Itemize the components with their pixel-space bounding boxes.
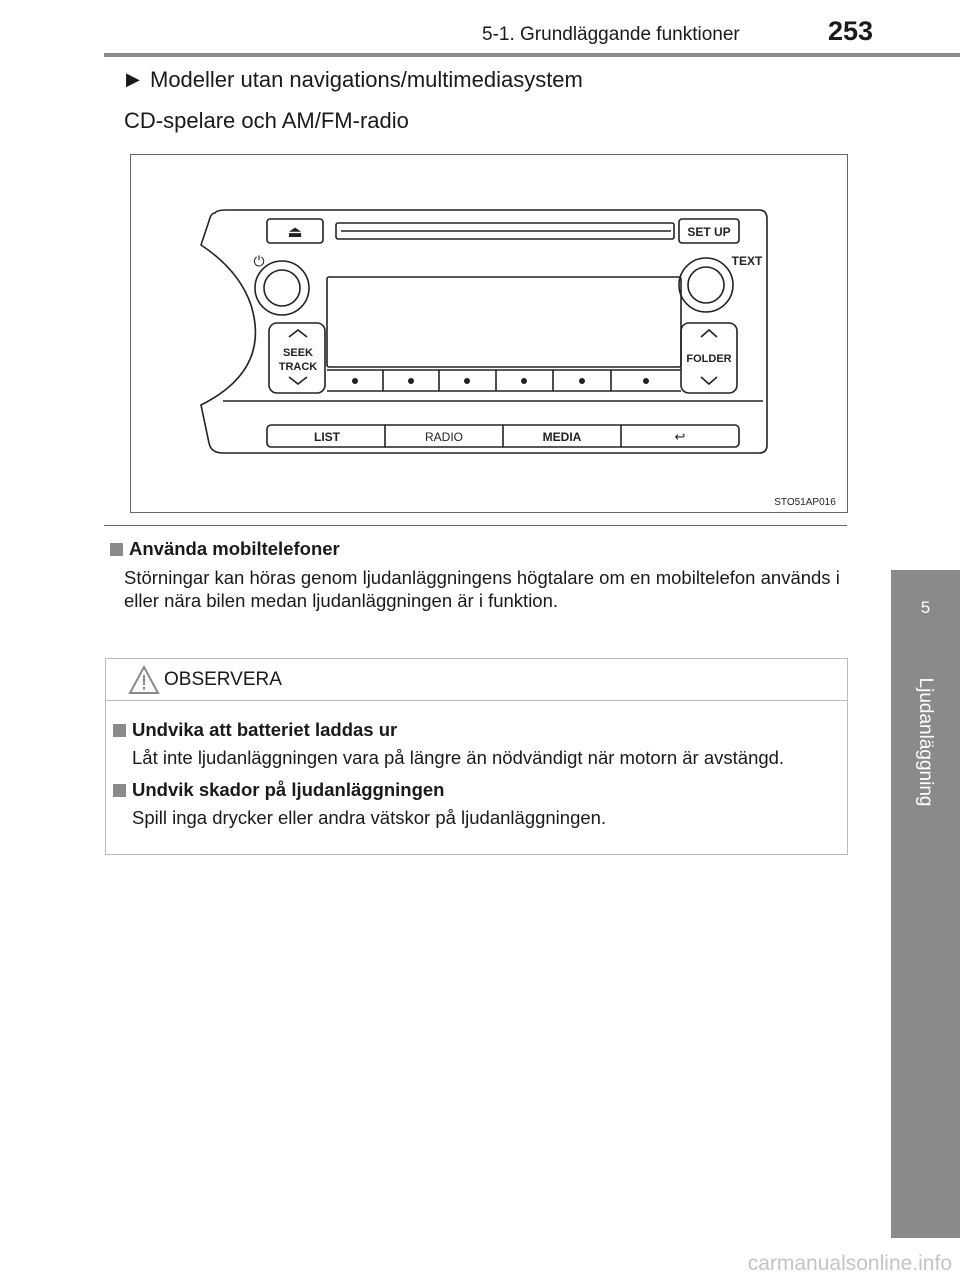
model-heading: Modeller utan navigations/multimediasystem: [150, 67, 583, 92]
bullet-square-icon: [113, 784, 126, 797]
caution-item-body: Spill inga drycker eller andra vätskor på ljudanläggningen.: [132, 807, 607, 828]
folder-label: FOLDER: [686, 353, 732, 365]
tune-knob: [679, 258, 733, 312]
power-knob: [255, 261, 309, 315]
caution-header: [106, 659, 847, 701]
caution-item-heading: [113, 779, 445, 801]
radio-label: RADIO: [424, 430, 464, 444]
media-label: MEDIA: [542, 430, 582, 444]
power-label: ⏻: [253, 253, 265, 269]
chapter-tab: [891, 570, 960, 1238]
model-subheading: CD-spelare och AM/FM-radio: [124, 108, 409, 133]
section-divider: [104, 525, 847, 526]
track-label: TRACK: [278, 361, 318, 373]
page-number: 253: [828, 16, 874, 46]
header-title: 5-1. Grundläggande funktioner: [482, 24, 740, 45]
caution-item-heading: [113, 719, 397, 741]
unit-body: [201, 210, 767, 453]
text-label: TEXT: [731, 254, 763, 268]
section-heading: [110, 538, 340, 560]
caution-title: OBSERVERA: [164, 669, 282, 690]
caution-item-heading-text: Undvik skador på ljudanläggningen: [132, 779, 445, 800]
figure-code: STO51AP016: [774, 497, 836, 508]
section-heading-text: Använda mobiltelefoner: [129, 538, 340, 559]
warning-triangle-icon: [128, 665, 160, 695]
play-arrow-icon: ▶: [126, 69, 140, 89]
caution-box: [105, 658, 848, 855]
chapter-number: 5: [920, 598, 931, 617]
audio-unit-illustration: [131, 155, 847, 512]
bullet-square-icon: [113, 724, 126, 737]
chapter-label: Ljudanläggning: [915, 677, 936, 807]
back-label: ↩: [674, 429, 686, 444]
setup-label: SET UP: [687, 225, 731, 239]
bullet-square-icon: [110, 543, 123, 556]
seek-label: SEEK: [283, 347, 313, 359]
eject-label: ⏏: [287, 224, 303, 241]
display: [327, 277, 681, 367]
audio-unit-figure: [130, 154, 848, 513]
section-body: Störningar kan höras genom ljudanläggningens högtalare om en mobiltelefon används i eller nära bilen medan ljudanläggningen är i funktion.: [124, 567, 840, 611]
caution-item-heading-text: Undvika att batteriet laddas ur: [132, 719, 398, 740]
caution-item-body: Låt inte ljudanläggningen vara på längre än nödvändigt när motorn är avstängd.: [132, 747, 785, 768]
watermark: carmanualsonline.info: [747, 1252, 952, 1275]
list-label: LIST: [314, 430, 340, 444]
header-rule: [104, 53, 960, 57]
